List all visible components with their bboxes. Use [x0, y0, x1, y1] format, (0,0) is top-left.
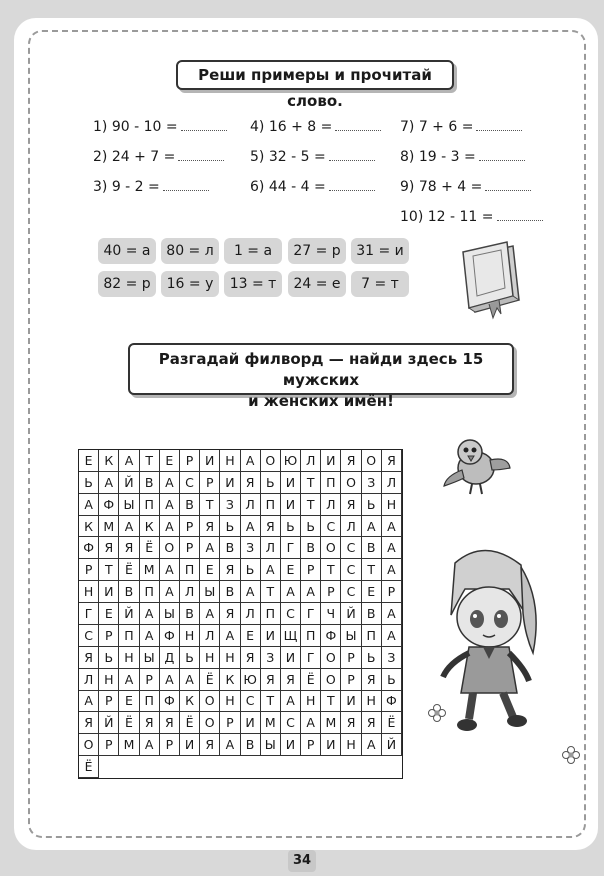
grid-cell: Т — [301, 472, 321, 494]
grid-cell: Я — [341, 450, 361, 472]
task2-title-line1: Разгадай филворд — найди здесь 15 мужских — [158, 350, 484, 389]
key-chip: 16 = у — [161, 271, 219, 297]
grid-cell: Р — [99, 691, 119, 713]
grid-cell: Р — [200, 472, 220, 494]
grid-cell: Л — [382, 472, 402, 494]
task2-title — [128, 343, 514, 410]
grid-cell: П — [140, 494, 160, 516]
grid-cell: Я — [220, 559, 240, 581]
grid-cell: О — [321, 537, 341, 559]
grid-cell: А — [382, 625, 402, 647]
grid-cell: Ё — [200, 669, 220, 691]
key-chip: 1 = а — [224, 238, 282, 264]
grid-cell: Л — [321, 494, 341, 516]
grid-cell: В — [241, 734, 261, 756]
grid-cell: Я — [220, 603, 240, 625]
grid-cell: Ы — [200, 581, 220, 603]
grid-cell: П — [119, 625, 139, 647]
grid-cell: Е — [119, 691, 139, 713]
grid-cell: А — [241, 450, 261, 472]
grid-cell: Я — [241, 472, 261, 494]
grid-cell: Т — [200, 494, 220, 516]
grid-cell: К — [220, 669, 240, 691]
grid-cell: И — [200, 450, 220, 472]
grid-cell: С — [281, 712, 301, 734]
grid-cell: О — [362, 450, 382, 472]
grid-cell: Н — [341, 734, 361, 756]
grid-cell: Р — [99, 625, 119, 647]
flower-icon — [428, 704, 446, 722]
grid-cell: О — [341, 472, 361, 494]
grid-cell: Л — [200, 625, 220, 647]
grid-cell: К — [140, 516, 160, 538]
grid-cell: З — [362, 472, 382, 494]
task1-title: Реши примеры и прочитай слово. — [176, 60, 454, 90]
example-9: 9) 78 + 4 = — [400, 178, 531, 195]
grid-cell: О — [261, 450, 281, 472]
grid-cell: И — [261, 625, 281, 647]
grid-cell: Р — [301, 559, 321, 581]
grid-cell: Я — [241, 647, 261, 669]
grid-cell: А — [382, 603, 402, 625]
grid-cell: К — [180, 691, 200, 713]
grid-cell: В — [362, 537, 382, 559]
grid-cell: Ы — [140, 647, 160, 669]
key-chip: 80 = л — [161, 238, 219, 264]
grid-cell: П — [301, 625, 321, 647]
grid-cell: Я — [362, 669, 382, 691]
grid-cell: В — [362, 603, 382, 625]
example-7: 7) 7 + 6 = — [400, 118, 522, 135]
grid-cell: Ь — [362, 647, 382, 669]
grid-cell: А — [220, 625, 240, 647]
grid-cell: Ь — [281, 516, 301, 538]
grid-cell: В — [220, 581, 240, 603]
grid-cell: П — [261, 494, 281, 516]
example-2: 2) 24 + 7 = — [93, 148, 224, 165]
grid-cell: А — [160, 494, 180, 516]
example-10: 10) 12 - 11 = — [400, 208, 543, 225]
grid-cell: М — [261, 712, 281, 734]
grid-cell: А — [301, 581, 321, 603]
grid-cell: Ю — [241, 669, 261, 691]
grid-cell: М — [119, 734, 139, 756]
grid-cell: Ч — [321, 603, 341, 625]
grid-cell: Р — [321, 581, 341, 603]
grid-cell: С — [341, 581, 361, 603]
grid-cell: М — [99, 516, 119, 538]
grid-cell: Я — [341, 494, 361, 516]
grid-cell: Л — [241, 494, 261, 516]
grid-cell: Ы — [119, 494, 139, 516]
grid-cell: С — [341, 559, 361, 581]
grid-cell: С — [180, 472, 200, 494]
grid-cell: А — [140, 625, 160, 647]
grid-cell: Н — [99, 669, 119, 691]
grid-cell: Д — [160, 647, 180, 669]
grid-cell: Т — [261, 691, 281, 713]
grid-cell: Я — [200, 516, 220, 538]
grid-cell: И — [341, 691, 361, 713]
grid-cell: З — [382, 647, 402, 669]
grid-cell: И — [281, 494, 301, 516]
grid-cell: Ь — [301, 516, 321, 538]
grid-cell: А — [160, 581, 180, 603]
grid-cell: Р — [160, 734, 180, 756]
grid-cell: Я — [140, 712, 160, 734]
grid-cell: Й — [119, 603, 139, 625]
grid-cell: В — [180, 603, 200, 625]
grid-cell: Н — [200, 647, 220, 669]
grid-cell: В — [301, 537, 321, 559]
grid-cell: А — [140, 603, 160, 625]
grid-cell: В — [180, 494, 200, 516]
grid-cell: Ё — [301, 669, 321, 691]
grid-cell: Т — [301, 494, 321, 516]
grid-cell: Г — [301, 603, 321, 625]
grid-cell: А — [382, 537, 402, 559]
grid-cell: А — [362, 734, 382, 756]
grid-cell: Е — [200, 559, 220, 581]
grid-cell: Р — [382, 581, 402, 603]
example-1: 1) 90 - 10 = — [93, 118, 227, 135]
key-chip: 82 = р — [98, 271, 156, 297]
bird-illustration — [440, 430, 514, 500]
grid-cell: Ё — [119, 559, 139, 581]
example-3: 3) 9 - 2 = — [93, 178, 209, 195]
grid-cell: Ё — [119, 712, 139, 734]
grid-cell: Т — [140, 450, 160, 472]
key-chip: 7 = т — [351, 271, 409, 297]
grid-cell: В — [119, 581, 139, 603]
grid-cell: А — [362, 516, 382, 538]
grid-cell: О — [321, 669, 341, 691]
grid-cell: Г — [79, 603, 99, 625]
grid-cell: А — [220, 734, 240, 756]
grid-cell: И — [321, 734, 341, 756]
grid-cell: Н — [301, 691, 321, 713]
grid-cell: А — [281, 691, 301, 713]
grid-cell: Ь — [180, 647, 200, 669]
grid-cell: М — [140, 559, 160, 581]
grid-cell: Й — [341, 603, 361, 625]
grid-cell: Ф — [382, 691, 402, 713]
grid-cell: И — [281, 647, 301, 669]
grid-cell: Е — [160, 450, 180, 472]
key-chip: 27 = р — [288, 238, 346, 264]
grid-cell: Ё — [79, 756, 99, 778]
grid-cell: О — [200, 712, 220, 734]
grid-cell: Н — [220, 691, 240, 713]
grid-cell: Ё — [382, 712, 402, 734]
grid-cell: А — [160, 516, 180, 538]
task2-title-line2: и женских имён! — [248, 392, 394, 410]
grid-cell: А — [200, 603, 220, 625]
example-8: 8) 19 - 3 = — [400, 148, 525, 165]
grid-cell: А — [382, 516, 402, 538]
grid-cell: И — [99, 581, 119, 603]
grid-cell: Н — [180, 625, 200, 647]
grid-cell: Л — [301, 450, 321, 472]
grid-cell: В — [220, 537, 240, 559]
grid-cell: А — [119, 516, 139, 538]
grid-cell: А — [160, 669, 180, 691]
grid-cell: Т — [362, 559, 382, 581]
word-search-grid — [78, 449, 403, 779]
grid-cell: Р — [341, 647, 361, 669]
grid-cell: Ф — [160, 625, 180, 647]
grid-cell: И — [281, 734, 301, 756]
grid-cell: А — [119, 669, 139, 691]
grid-cell: Ы — [341, 625, 361, 647]
grid-cell: Щ — [281, 625, 301, 647]
grid-cell: Р — [180, 537, 200, 559]
grid-cell: А — [180, 669, 200, 691]
grid-cell: М — [321, 712, 341, 734]
grid-cell: Ь — [99, 647, 119, 669]
grid-cell: Ы — [261, 734, 281, 756]
grid-cell: Й — [99, 712, 119, 734]
grid-cell: Ь — [241, 559, 261, 581]
grid-cell: З — [261, 647, 281, 669]
grid-cell: Й — [119, 472, 139, 494]
grid-cell: Е — [79, 450, 99, 472]
book-illustration — [455, 238, 525, 322]
grid-cell: А — [99, 472, 119, 494]
grid-cell: О — [321, 647, 341, 669]
grid-cell: Ф — [99, 494, 119, 516]
grid-cell: Е — [99, 603, 119, 625]
grid-cell: Я — [261, 669, 281, 691]
grid-cell: Л — [180, 581, 200, 603]
grid-cell: Т — [321, 691, 341, 713]
grid-cell: А — [79, 691, 99, 713]
grid-cell: Ь — [220, 516, 240, 538]
grid-cell: И — [220, 472, 240, 494]
grid-cell: Я — [341, 712, 361, 734]
grid-cell: Я — [200, 734, 220, 756]
example-4: 4) 16 + 8 = — [250, 118, 381, 135]
grid-cell: О — [160, 537, 180, 559]
grid-cell: Ь — [261, 472, 281, 494]
grid-cell: П — [321, 472, 341, 494]
grid-cell: И — [281, 472, 301, 494]
grid-cell: С — [241, 691, 261, 713]
grid-cell: Н — [119, 647, 139, 669]
grid-cell: Я — [261, 516, 281, 538]
grid-cell: Ф — [79, 537, 99, 559]
grid-cell: В — [140, 472, 160, 494]
grid-cell: Я — [160, 712, 180, 734]
grid-cell: П — [261, 603, 281, 625]
grid-cell: Я — [119, 537, 139, 559]
grid-cell: А — [160, 559, 180, 581]
grid-cell: А — [382, 559, 402, 581]
grid-cell: А — [281, 581, 301, 603]
grid-cell: И — [241, 712, 261, 734]
grid-cell: Я — [79, 712, 99, 734]
grid-cell: Ь — [382, 669, 402, 691]
grid-cell: К — [79, 516, 99, 538]
grid-cell: С — [321, 516, 341, 538]
grid-cell: Т — [99, 559, 119, 581]
grid-cell: Ы — [160, 603, 180, 625]
grid-cell: Н — [220, 450, 240, 472]
grid-cell: К — [99, 450, 119, 472]
page-number: 34 — [288, 850, 316, 872]
grid-cell: Ь — [79, 472, 99, 494]
grid-cell: Л — [341, 516, 361, 538]
grid-cell: Т — [261, 581, 281, 603]
grid-cell: П — [140, 691, 160, 713]
grid-cell: А — [241, 516, 261, 538]
grid-cell: П — [180, 559, 200, 581]
grid-cell: Е — [362, 581, 382, 603]
grid-cell: Н — [79, 581, 99, 603]
grid-cell: Н — [220, 647, 240, 669]
grid-cell: Я — [99, 537, 119, 559]
grid-cell: Ю — [281, 450, 301, 472]
key-chip: 13 = т — [224, 271, 282, 297]
grid-cell: Н — [382, 494, 402, 516]
grid-cell: А — [140, 734, 160, 756]
grid-cell: А — [301, 712, 321, 734]
grid-cell: А — [261, 559, 281, 581]
grid-cell: Л — [79, 669, 99, 691]
grid-cell: А — [160, 472, 180, 494]
key-chip: 24 = е — [288, 271, 346, 297]
grid-cell: Р — [140, 669, 160, 691]
grid-cell: И — [321, 450, 341, 472]
grid-cell: П — [140, 581, 160, 603]
grid-cell: Т — [321, 559, 341, 581]
grid-cell: Р — [180, 450, 200, 472]
example-5: 5) 32 - 5 = — [250, 148, 375, 165]
grid-cell: Р — [220, 712, 240, 734]
grid-cell: С — [79, 625, 99, 647]
grid-cell: Р — [99, 734, 119, 756]
grid-cell: Ф — [321, 625, 341, 647]
grid-cell: Ь — [362, 494, 382, 516]
grid-cell: П — [362, 625, 382, 647]
grid-cell: О — [79, 734, 99, 756]
grid-cell: И — [180, 734, 200, 756]
grid-cell: А — [119, 450, 139, 472]
example-6: 6) 44 - 4 = — [250, 178, 375, 195]
grid-cell: Я — [79, 647, 99, 669]
grid-cell: Е — [281, 559, 301, 581]
grid-cell: Й — [382, 734, 402, 756]
grid-cell: Л — [261, 537, 281, 559]
grid-cell: А — [79, 494, 99, 516]
grid-cell: Р — [180, 516, 200, 538]
grid-cell: А — [200, 537, 220, 559]
grid-cell: Р — [301, 734, 321, 756]
key-chip: 31 = и — [351, 238, 409, 264]
grid-cell: Я — [382, 450, 402, 472]
grid-cell: Г — [281, 537, 301, 559]
grid-cell: Г — [301, 647, 321, 669]
grid-cell: Р — [79, 559, 99, 581]
grid-cell: Я — [362, 712, 382, 734]
grid-cell: Л — [241, 603, 261, 625]
grid-cell: З — [220, 494, 240, 516]
grid-cell: З — [241, 537, 261, 559]
grid-cell: Я — [281, 669, 301, 691]
grid-cell: О — [200, 691, 220, 713]
grid-cell: Н — [362, 691, 382, 713]
key-chip: 40 = а — [98, 238, 156, 264]
grid-cell: А — [241, 581, 261, 603]
grid-cell: Е — [241, 625, 261, 647]
grid-cell: Ф — [160, 691, 180, 713]
grid-cell: С — [281, 603, 301, 625]
grid-cell: Ё — [180, 712, 200, 734]
grid-cell: Р — [341, 669, 361, 691]
grid-cell: Ё — [140, 537, 160, 559]
grid-cell: С — [341, 537, 361, 559]
flower-icon — [562, 746, 580, 764]
